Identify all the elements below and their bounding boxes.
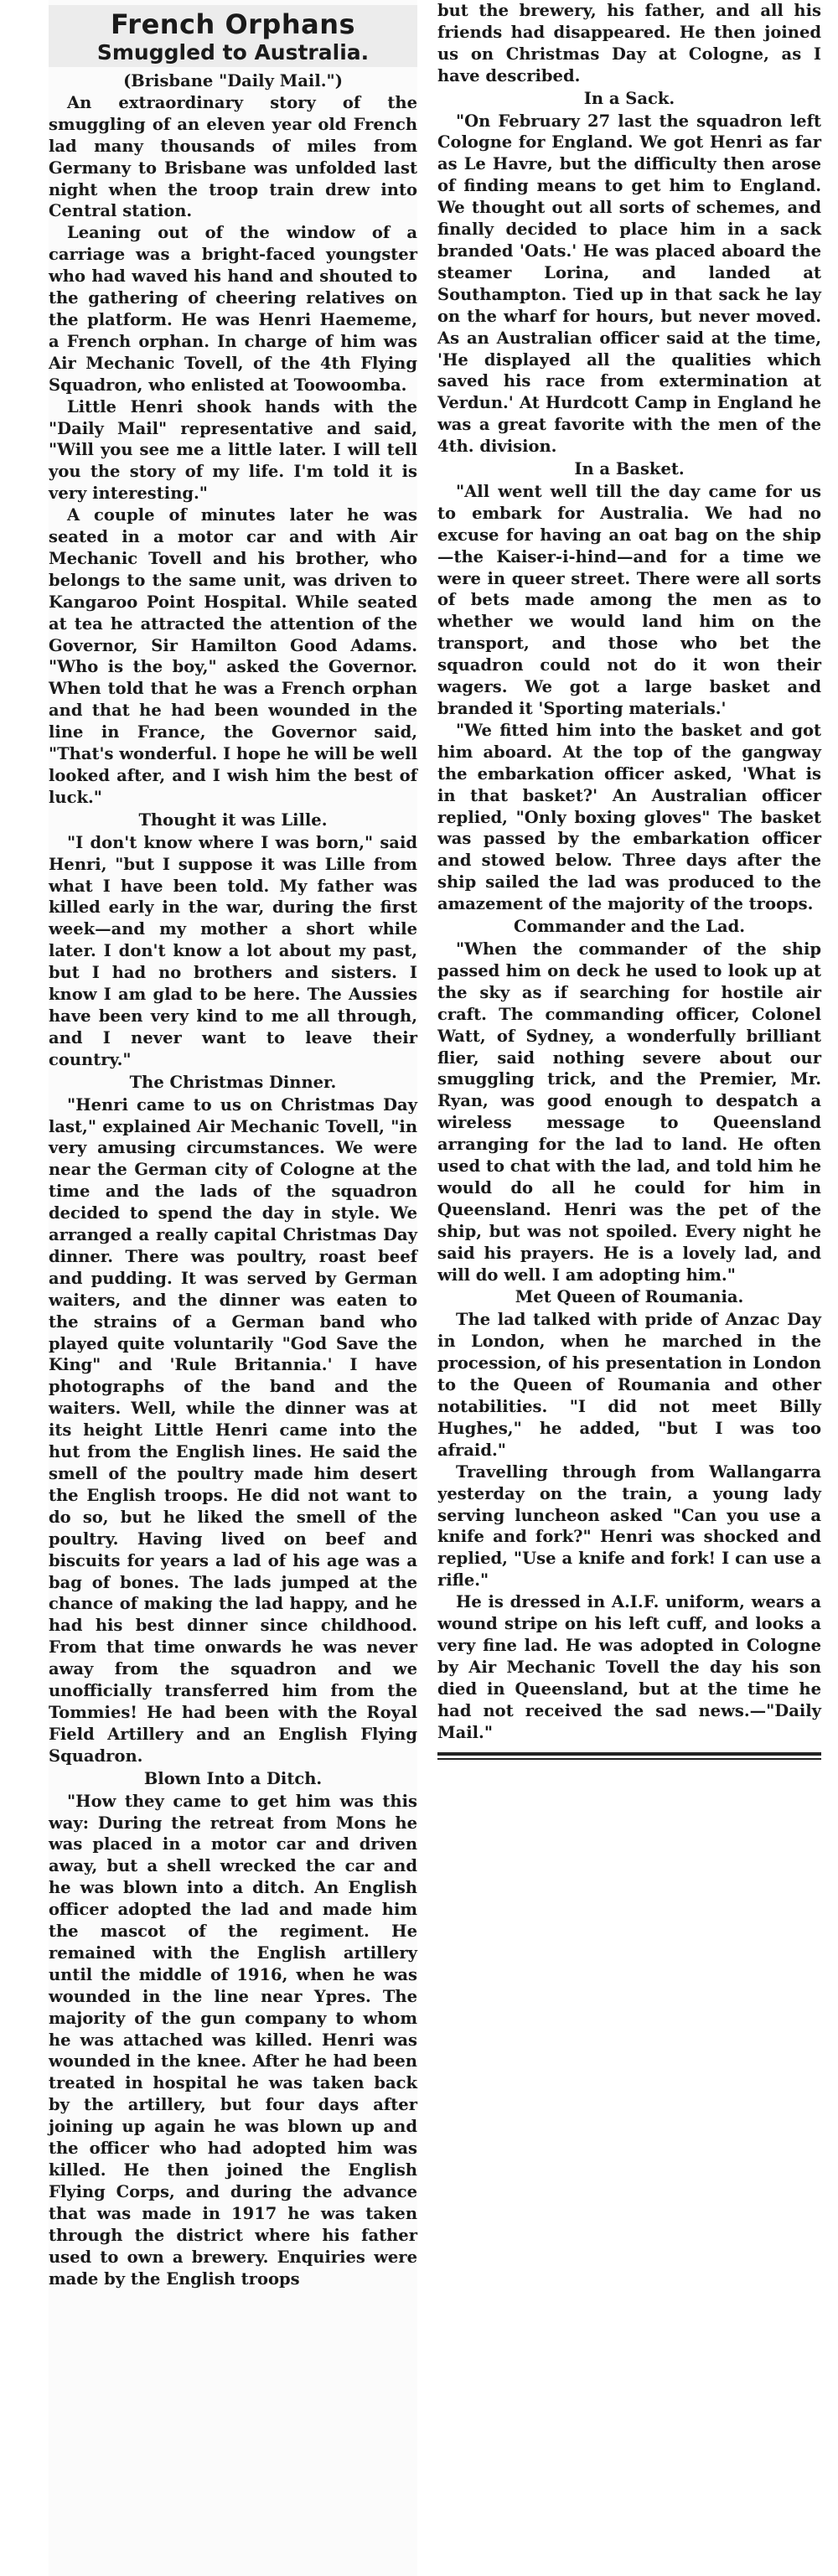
paragraph: Leaning out of the window of a carriage was a bright-faced youngster who had waved his hand and shouted to the gathering of cheering relatives on the platform. He was Henri Haememe, a French orphan. In charge of him was Air Mechanic Tovell, of the 4th Flying Squadron, who enlisted at Toowoomba. [49,223,417,395]
paragraph: A couple of minutes later he was seated in a motor car and with Air Mechanic Tovell and his brother, who belongs to the same unit, was driven to Kangaroo Point Hospital. While seated at tea he attracted the attention of the Governor, Sir Hamilton Good Adams. "Who is the boy," asked the Governor. When told that he was a French orphan and that he had been wounded in the line in France, the Governor said, "That's wonderful. I hope he will be well looked after, and I wish him the best of luck." [49,505,417,807]
paragraph: "Henri came to us on Christmas Day last," explained Air Mechanic Tovell, "in very amusing circumstances. We were near the German city of Cologne at the time and the lads of the squadron decided to spend the day in style. We arranged a really capital Christmas Day dinner. There was poultry, roast beef and pudding. It was served by German waiters, and the dinner was eaten to the strains of a German band who played quite voluntarily "God Save the King" and 'Rule Britannia.' I have photographs of the band and the waiters. Well, while the dinner was at its height Little Henri came into the hut from the English lines. He said the smell of the poultry made him desert the English troops. He did not want to do so, but he liked the smell of the poultry. Having lived on beef and biscuits for years a lad of his age was a bag of bones. The lads jumped at the chance of making the lad happy, and he had his best dinner since childhood. From that time onwards he was never away from the squadron and we unofficially transferred him from the Tommies! He had been with the Royal Field Artillery and an English Flying Squadron. [49,1094,417,1766]
paragraph: An extraordinary story of the smuggling of an eleven year old French lad many thousands of miles from Germany to Brisbane was unfolded last night when the troop train drew into Central station. [49,92,417,221]
column-left-body [49,92,417,2290]
headline: French Orphans [110,8,356,40]
column-left [49,0,417,2576]
section-subheading: Commander and the Lad. [513,917,746,937]
paragraph: He is dressed in A.I.F. uniform, wears a wound stripe on his left cuff, and looks a very fine lad. He was adopted in Cologne by Air Mechanic Tovell the day his son died in Queensland, but at the time he had not received the sad news.—"Daily Mail." [437,1592,821,1742]
section-subheading: The Christmas Dinner. [129,1072,337,1092]
paragraph: "When the commander of the ship passed him on deck he used to look up at the sky as if searching for hostile air craft. The commanding officer, Colonel Watt, of Sydney, a wonderfully brilliant flier, said nothing severe about our smuggling trick, and the Premier, Mr. Ryan, was good enough to despatch a wireless message to Queensland arranging for the lad to land. He often used to chat with the lad, and told him he would do all he could for him in Queensland. Henri was the pet of the ship, but was not spoiled. Every night he said his prayers. He is a lovely lad, and will do well. I am adopting him." [437,939,821,1285]
paragraph: "All went well till the day came for us to embark for Australia. We had no excuse for having an oat bag on the ship—the Kaiser-i-hind—and for a time we were in queer street. There were all sorts of bets made among the men as to whether we would land him on the transport, and those who bet the squadron could not do it won their wagers. We got a large basket and branded it 'Sporting materials.' [437,481,821,718]
section-subheading: Thought it was Lille. [138,810,328,830]
column-right [437,0,821,1760]
end-rule [437,1752,821,1756]
section-subheading: Met Queen of Roumania. [515,1287,744,1307]
end-rule-thin [437,1758,821,1760]
paragraph: "I don't know where I was born," said Henri, "but I suppose it was Lille from what I have been told. My father was killed early in the war, during the first week—and my mother a short while later. I don't know a lot about my past, but I had no brothers and sisters. I know I am glad to be here. The Aussies have been very kind to me all through, and I never want to leave their country." [49,832,417,1069]
section-subheading: Blown Into a Ditch. [143,1768,323,1788]
section-subheading: In a Basket. [574,459,685,479]
paragraph: Little Henri shook hands with the "Daily Mail" representative and said, "Will you see me a little later. I will tell you the story of my life. I'm told it is very interesting." [49,396,417,504]
subheadline: Smuggled to Australia. [96,40,370,65]
paragraph-continued: but the brewery, his father, and all his friends had disappeared. He then joined us on Christmas Day at Cologne, as I have described. [437,1,821,85]
paragraph: "How they came to get him was this way: During the retreat from Mons he was placed in a motor car and driven away, but a shell wrecked the car and he was blown into a ditch. An English officer adopted the lad and made him the mascot of the regiment. He remained with the English artillery until the middle of 1916, when he was wounded in the line near Ypres. The majority of the gun company to whom he was attached was killed. Henri was wounded in the knee. After he had been treated in hospital he was taken back by the artillery, but four days after joining up again he was blown up and the officer who had adopted him was killed. He then joined the English Flying Corps, and during the advance that was made in 1917 he was taken through the district where his father used to own a brewery. Enquiries were made by the English troops [49,1791,417,2289]
paragraph: "On February 27 last the squadron left Cologne for England. We got Henri as far as Le Havre, but the difficulty then arose of finding means to get him to England. We thought out all sorts of schemes, and finally decided to place him in a sack branded 'Oats.' He was placed aboard the steamer Lorina, and landed at Southampton. Tied up in that sack he lay on the wharf for hours, but never moved. As an Australian officer said at the time, 'He displayed all the qualities which saved his race from extermination at Verdun.' At Hurdcott Camp in England he was a great favorite with the men of the 4th. division. [437,111,821,457]
section-subheading: In a Sack. [583,88,675,108]
paragraph: Travelling through from Wallangarra yesterday on the train, a young lady serving luncheon asked "Can you use a knife and fork?" Henri was shocked and replied, "Use a knife and fork! I can use a rifle." [437,1461,821,1591]
paragraph: The lad talked with pride of Anzac Day in London, when he marched in the procession, of his presentation in London to the Queen of Roumania and other notabilities. "I did not meet Billy Hughes," he added, "but I was too afraid." [437,1310,821,1460]
paragraph: "We fitted him into the basket and got him aboard. At the top of the gangway the embarkation officer asked, 'What is in that basket?' An Australian officer replied, "Only boxing gloves" The basket was passed by the embarkation officer and stowed below. Three days after the ship sailed the lad was produced to the amazement of the majority of the troops. [437,720,821,914]
column-right-body [437,0,821,1744]
headline-box [49,5,417,67]
source-credit: (Brisbane "Daily Mail.") [123,71,343,91]
